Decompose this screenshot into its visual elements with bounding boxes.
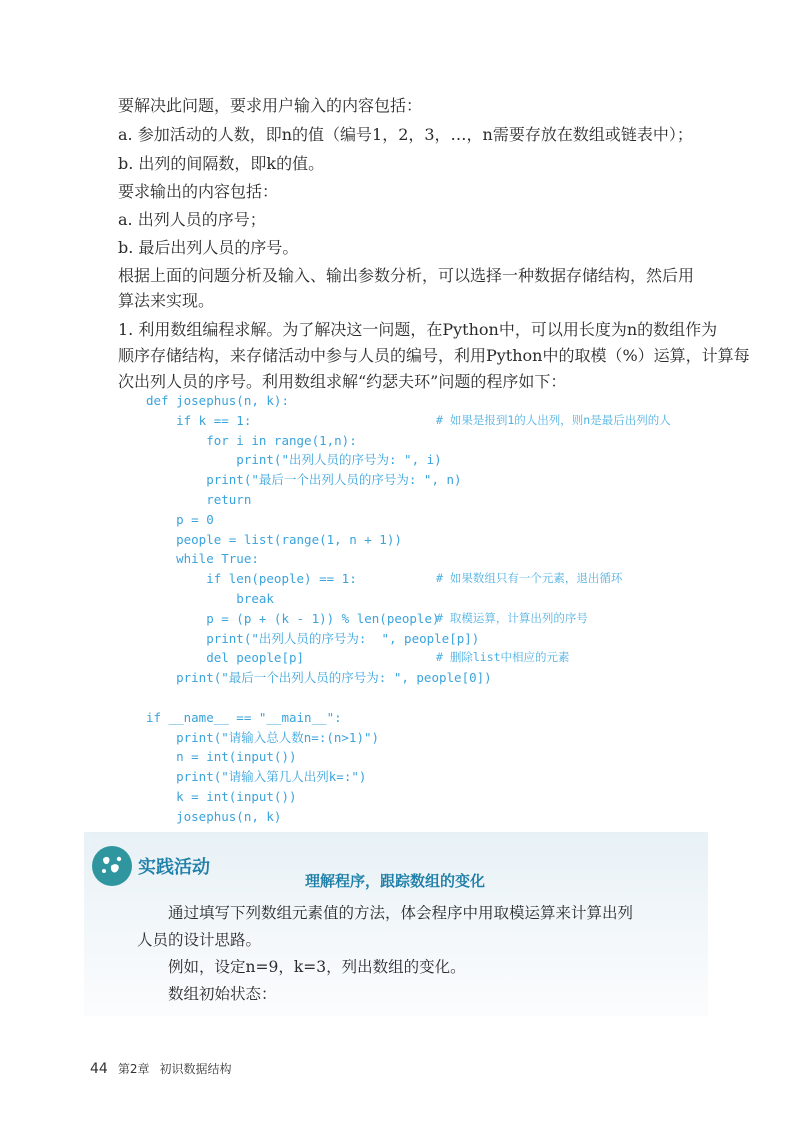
code-line: people = list(range(1, n + 1)) bbox=[146, 531, 402, 547]
activity-title: 理解程序，跟踪数组的变化 bbox=[305, 872, 486, 890]
code-line: if k == 1: # 如果是报到1的人出列，则n是最后出列的人 bbox=[146, 411, 766, 431]
body-line: 1. 利用数组编程求解。为了解决这一问题，在Python中，可以用长度为n的数组作为 bbox=[118, 320, 718, 339]
code-line: p = 0 bbox=[146, 511, 214, 527]
code-line: josephus(n, k) bbox=[146, 808, 282, 824]
code-line: k = int(input()) bbox=[146, 788, 297, 804]
code-line: def josephus(n, k): bbox=[146, 393, 289, 408]
activity-text: 通过填写下列数组元素值的方法，体会程序中用取模运算来计算出列 bbox=[168, 904, 634, 922]
code-line: for i in range(1,n): bbox=[146, 432, 357, 448]
code-line: while True: bbox=[146, 551, 259, 567]
code-line bbox=[146, 688, 766, 708]
activity-text: 数组初始状态： bbox=[168, 985, 277, 1003]
chapter-number: 第2章 bbox=[117, 1062, 150, 1076]
activity-text: 人员的设计思路。 bbox=[137, 931, 262, 949]
activity-label: 实践活动 bbox=[138, 857, 210, 878]
body-line: 根据上面的问题分析及输入、输出参数分析，可以选择一种数据存储结构，然后用 bbox=[118, 266, 695, 285]
code-line: print("最后一个出列人员的序号为: ", n) bbox=[146, 472, 462, 488]
chapter-title: 初识数据结构 bbox=[159, 1062, 232, 1076]
code-line: p = (p + (k - 1)) % len(people) # 取模运算，计算出列的序号 bbox=[146, 609, 766, 629]
page-number: 44 bbox=[90, 1061, 108, 1077]
activity-text: 例如，设定n=9，k=3，列出数组的变化。 bbox=[168, 958, 466, 976]
code-line: print("出列人员的序号为: ", people[p]) bbox=[146, 630, 480, 646]
body-line: 要求输出的内容包括： bbox=[118, 182, 279, 201]
body-line: a. 参加活动的人数，即n的值（编号1，2，3，…，n需要存放在数组或链表中）； bbox=[118, 125, 693, 144]
code-comment: # 如果数组只有一个元素，退出循环 bbox=[436, 571, 623, 586]
code-line: print("请输入总人数n=:(n>1)") bbox=[146, 729, 380, 745]
footprint-icon bbox=[92, 846, 132, 886]
code-line: print("出列人员的序号为: ", i) bbox=[146, 452, 442, 468]
code-listing bbox=[146, 391, 766, 827]
code-comment: # 删除list中相应的元素 bbox=[436, 650, 570, 665]
page-footer bbox=[90, 1060, 231, 1077]
code-line: del people[p] # 删除list中相应的元素 bbox=[146, 648, 766, 668]
code-line: return bbox=[146, 491, 252, 507]
body-line: 顺序存储结构，来存储活动中参与人员的编号，利用Python中的取模（%）运算，计算每 bbox=[118, 346, 750, 365]
code-line: if len(people) == 1: # 如果数组只有一个元素，退出循环 bbox=[146, 569, 766, 589]
code-comment: # 取模运算，计算出列的序号 bbox=[436, 610, 588, 625]
code-line: print("最后一个出列人员的序号为: ", people[0]) bbox=[146, 670, 492, 686]
body-line: b. 出列的间隔数，即k的值。 bbox=[118, 154, 325, 173]
body-line: b. 最后出列人员的序号。 bbox=[118, 238, 299, 257]
code-line: print("请输入第几人出列k=:") bbox=[146, 769, 367, 785]
body-line: 要解决此问题，要求用户输入的内容包括： bbox=[118, 96, 423, 115]
code-line: break bbox=[146, 590, 274, 606]
body-line: a. 出列人员的序号； bbox=[118, 210, 266, 229]
body-line: 次出列人员的序号。利用数组求解“约瑟夫环”问题的程序如下： bbox=[118, 372, 567, 391]
code-line: n = int(input()) bbox=[146, 749, 297, 765]
code-line: if __name__ == "__main__": bbox=[146, 709, 342, 725]
body-line: 算法来实现。 bbox=[118, 291, 215, 310]
code-comment: # 如果是报到1的人出列，则n是最后出列的人 bbox=[436, 412, 671, 427]
